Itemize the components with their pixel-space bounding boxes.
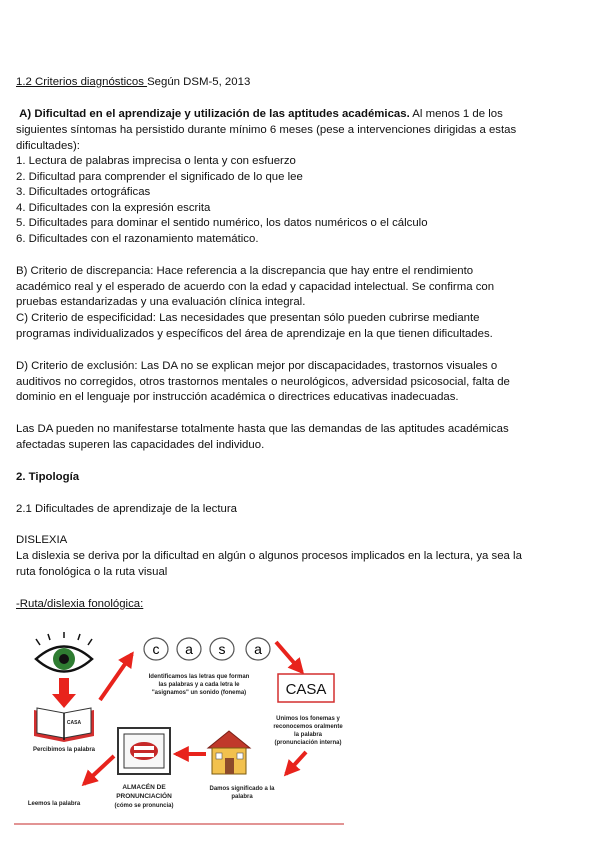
label-unite: la palabra	[293, 732, 323, 738]
section-heading-link[interactable]: 1.2 Criterios diagnósticos	[16, 76, 148, 88]
label-read: Leemos la palabra	[27, 801, 81, 807]
criterion-a-line1	[16, 107, 581, 123]
book-word: CASA	[66, 720, 82, 726]
label-store: PRONUNCIACIÓN	[116, 793, 172, 800]
label-meaning: Damos significado a la	[209, 786, 275, 792]
route-heading: -Ruta/dislexia fonológica:	[16, 598, 144, 610]
label-identify: "asignamos" un sonido (fonema)	[151, 690, 247, 696]
book-icon	[34, 708, 94, 742]
label-unite: (pronunciación interna)	[274, 740, 342, 746]
criterion-d-line: dominio en el lenguaje por instrucción académica o directrices educativas inadecuadas.	[16, 391, 459, 403]
criterion-d-line: D) Criterio de exclusión: Las DA no se explican mejor por discapacidades, trastornos visuales o	[16, 360, 498, 372]
criterion-b-line: pruebas estandarizadas y una evaluación clínica integral.	[16, 296, 306, 308]
mouth-icon	[118, 728, 170, 774]
casa-box-word: CASA	[285, 681, 327, 698]
criterion-a-lead: A) Dificultad en el aprendizaje y utilización de las aptitudes académicas.	[19, 108, 410, 120]
arrow-to-house-icon	[286, 752, 306, 774]
criterion-a-line3: dificultades):	[16, 140, 80, 152]
section-heading-source: Según DSM-5, 2013	[147, 76, 251, 88]
letter-a: a	[185, 641, 193, 657]
letter-c: c	[152, 641, 160, 657]
symptom-item: 2. Dificultad para comprender el significado de lo que lee	[16, 171, 303, 183]
arrow-to-casa-icon	[276, 642, 302, 672]
label-meaning: palabra	[231, 794, 253, 800]
letter-s: s	[218, 641, 226, 657]
label-store: (cómo se pronuncia)	[114, 803, 174, 809]
label-unite: reconocemos oralmente	[273, 724, 343, 730]
letter-a: a	[254, 641, 262, 657]
note-line: Las DA pueden no manifestarse totalmente hasta que las demandas de las aptitudes académicas	[16, 423, 509, 435]
symptom-item: 1. Lectura de palabras imprecisa o lenta y con esfuerzo	[16, 155, 296, 167]
criterion-b-line: académico real y el esperado de acuerdo con la edad y capacidad intelectual. Se confirma con	[16, 281, 495, 293]
label-unite: Unimos los fonemas y	[276, 716, 340, 722]
section-2-title: 2. Tipología	[16, 471, 80, 483]
eye-icon	[36, 632, 92, 672]
dyslexia-line: La dislexia se deriva por la dificultad en algún o algunos procesos implicados en la lectura, ya sea la	[16, 550, 522, 562]
label-store: ALMACÉN DE	[122, 784, 166, 791]
dyslexia-title: DISLEXIA	[16, 534, 68, 546]
label-perceive: Percibimos la palabra	[32, 747, 96, 753]
symptom-item: 5. Dificultades para dominar el sentido numérico, los datos numéricos o el cálculo	[16, 217, 428, 229]
label-identify: las palabras y a cada letra le	[158, 682, 240, 688]
criterion-a-line1-rest: Al menos 1 de los	[409, 108, 503, 120]
arrow-to-letters-icon	[100, 654, 132, 700]
symptom-item: 6. Dificultades con el razonamiento matemático.	[16, 233, 259, 245]
letter-circles	[144, 638, 270, 660]
criterion-c-line: programas individualizados y específicos del área de aprendizaje en la que tienen dificultades.	[16, 328, 493, 340]
house-icon	[208, 731, 250, 774]
section-heading	[16, 75, 581, 91]
criterion-d-line: auditivos no corregidos, otros trastornos mentales o neurológicos, adversidad psicosocial, falta de	[16, 376, 510, 388]
symptom-item: 3. Dificultades ortográficas	[16, 186, 151, 198]
dyslexia-line: ruta fonológica o la ruta visual	[16, 566, 168, 578]
note-line: afectadas superen las capacidades del individuo.	[16, 439, 265, 451]
symptom-item: 4. Dificultades con la expresión escrita	[16, 202, 211, 214]
criterion-b-line: B) Criterio de discrepancia: Hace referencia a la discrepancia que hay entre el rendimiento	[16, 265, 474, 277]
phonological-route-diagram	[14, 628, 354, 828]
criterion-c-line: C) Criterio de especificidad: Las necesidades que presentan sólo pueden cubrirse mediante	[16, 312, 480, 324]
arrow-to-read-icon	[84, 756, 114, 784]
criterion-a-line2: siguientes síntomas ha persistido durante mínimo 6 meses (pese a intervenciones dirigidas a estas	[16, 124, 517, 136]
label-identify: Identificamos las letras que forman	[148, 674, 250, 680]
arrow-down-icon	[52, 678, 76, 708]
section-2-1-subtitle: 2.1 Dificultades de aprendizaje de la lectura	[16, 503, 237, 515]
